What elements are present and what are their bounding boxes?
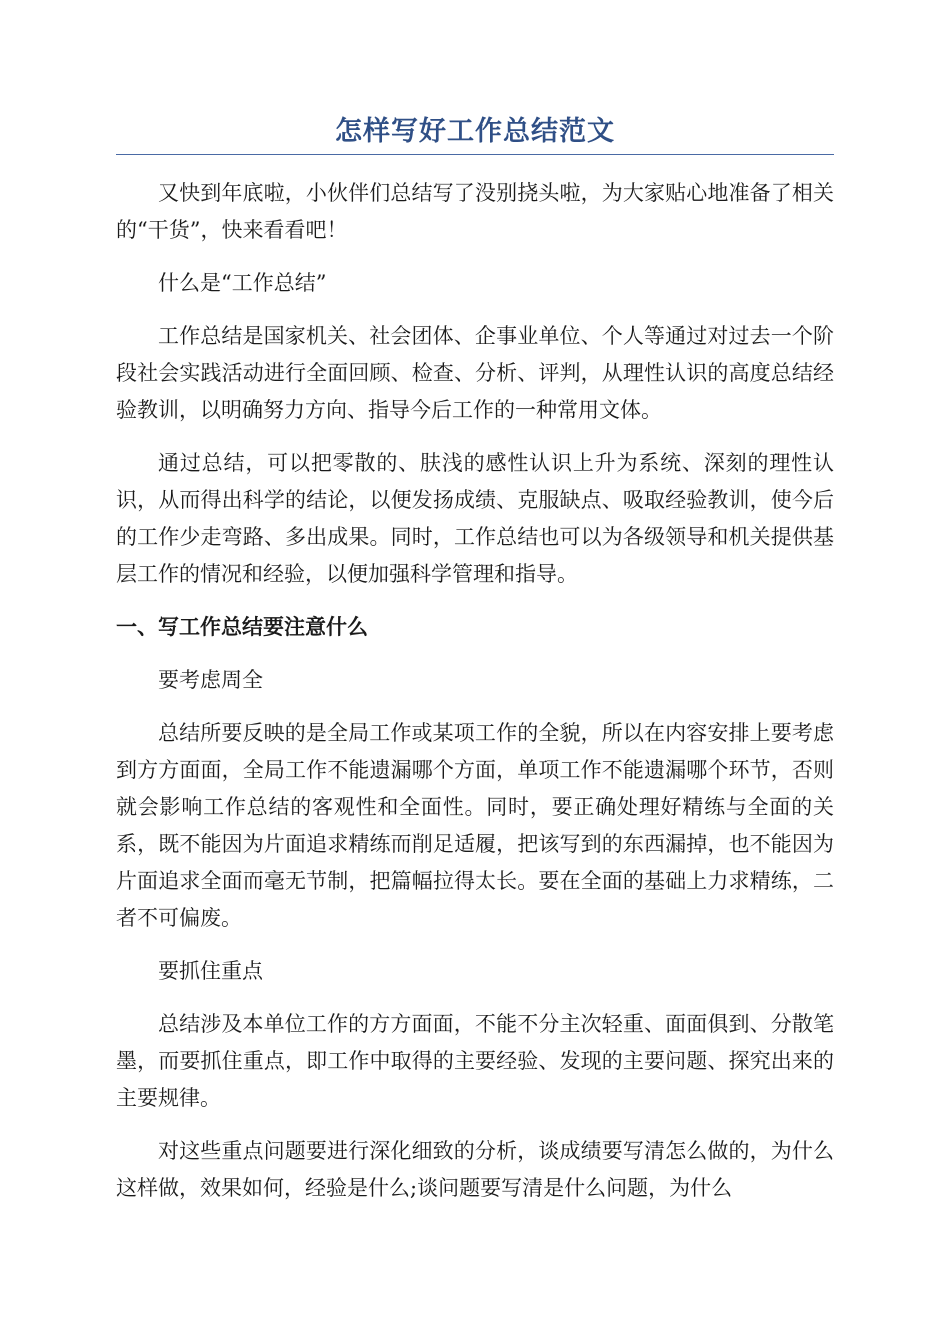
subheading-comprehensive: 要考虑周全 (158, 668, 263, 692)
paragraph-analysis: 对这些重点问题要进行深化细致的分析，谈成绩要写清怎么做的，为什么这样做，效果如何，经验是什么;谈问题要写清是什么问题，为什么 (116, 1139, 834, 1200)
paragraph-intro: 又快到年底啦，小伙伴们总结写了没别挠头啦，为大家贴心地准备了相关的“干货”，快来看看吧！ (116, 181, 834, 242)
paragraph-purpose: 通过总结，可以把零散的、肤浅的感性认识上升为系统、深刻的理性认识，从而得出科学的结论，以便发扬成绩、克服缺点、吸取经验教训，使今后的工作少走弯路、多出成果。同时，工作总结也可以为各级领导和机关提供基层工作的情况和经验，以便加强科学管理和指导。 (116, 451, 834, 586)
section-heading-1: 一、写工作总结要注意什么 (116, 615, 368, 639)
paragraph-focus: 总结涉及本单位工作的方方面面，不能不分主次轻重、面面俱到、分散笔墨，而要抓住重点，即工作中取得的主要经验、发现的主要问题、探究出来的主要规律。 (116, 1012, 834, 1110)
document-title: 怎样写好工作总结范文 (335, 116, 615, 147)
title-underline (116, 154, 834, 155)
subheading-focus: 要抓住重点 (158, 959, 263, 983)
paragraph-definition: 工作总结是国家机关、社会团体、企事业单位、个人等通过对过去一个阶段社会实践活动进行全面回顾、检查、分析、评判，从理性认识的高度总结经验教训，以明确努力方向、指导今后工作的一种常用文体。 (116, 324, 834, 422)
paragraph-what-is: 什么是“工作总结” (158, 271, 327, 295)
paragraph-comprehensive: 总结所要反映的是全局工作或某项工作的全貌，所以在内容安排上要考虑到方方面面，全局工作不能遗漏哪个方面，单项工作不能遗漏哪个环节，否则就会影响工作总结的客观性和全面性。同时，要正确处理好精练与全面的关系，既不能因为片面追求精练而削足适履，把该写到的东西漏掉，也不能因为片面追求全面而毫无节制，把篇幅拉得太长。要在全面的基础上力求精练，二者不可偏废。 (116, 721, 834, 930)
document-page (116, 110, 834, 1223)
